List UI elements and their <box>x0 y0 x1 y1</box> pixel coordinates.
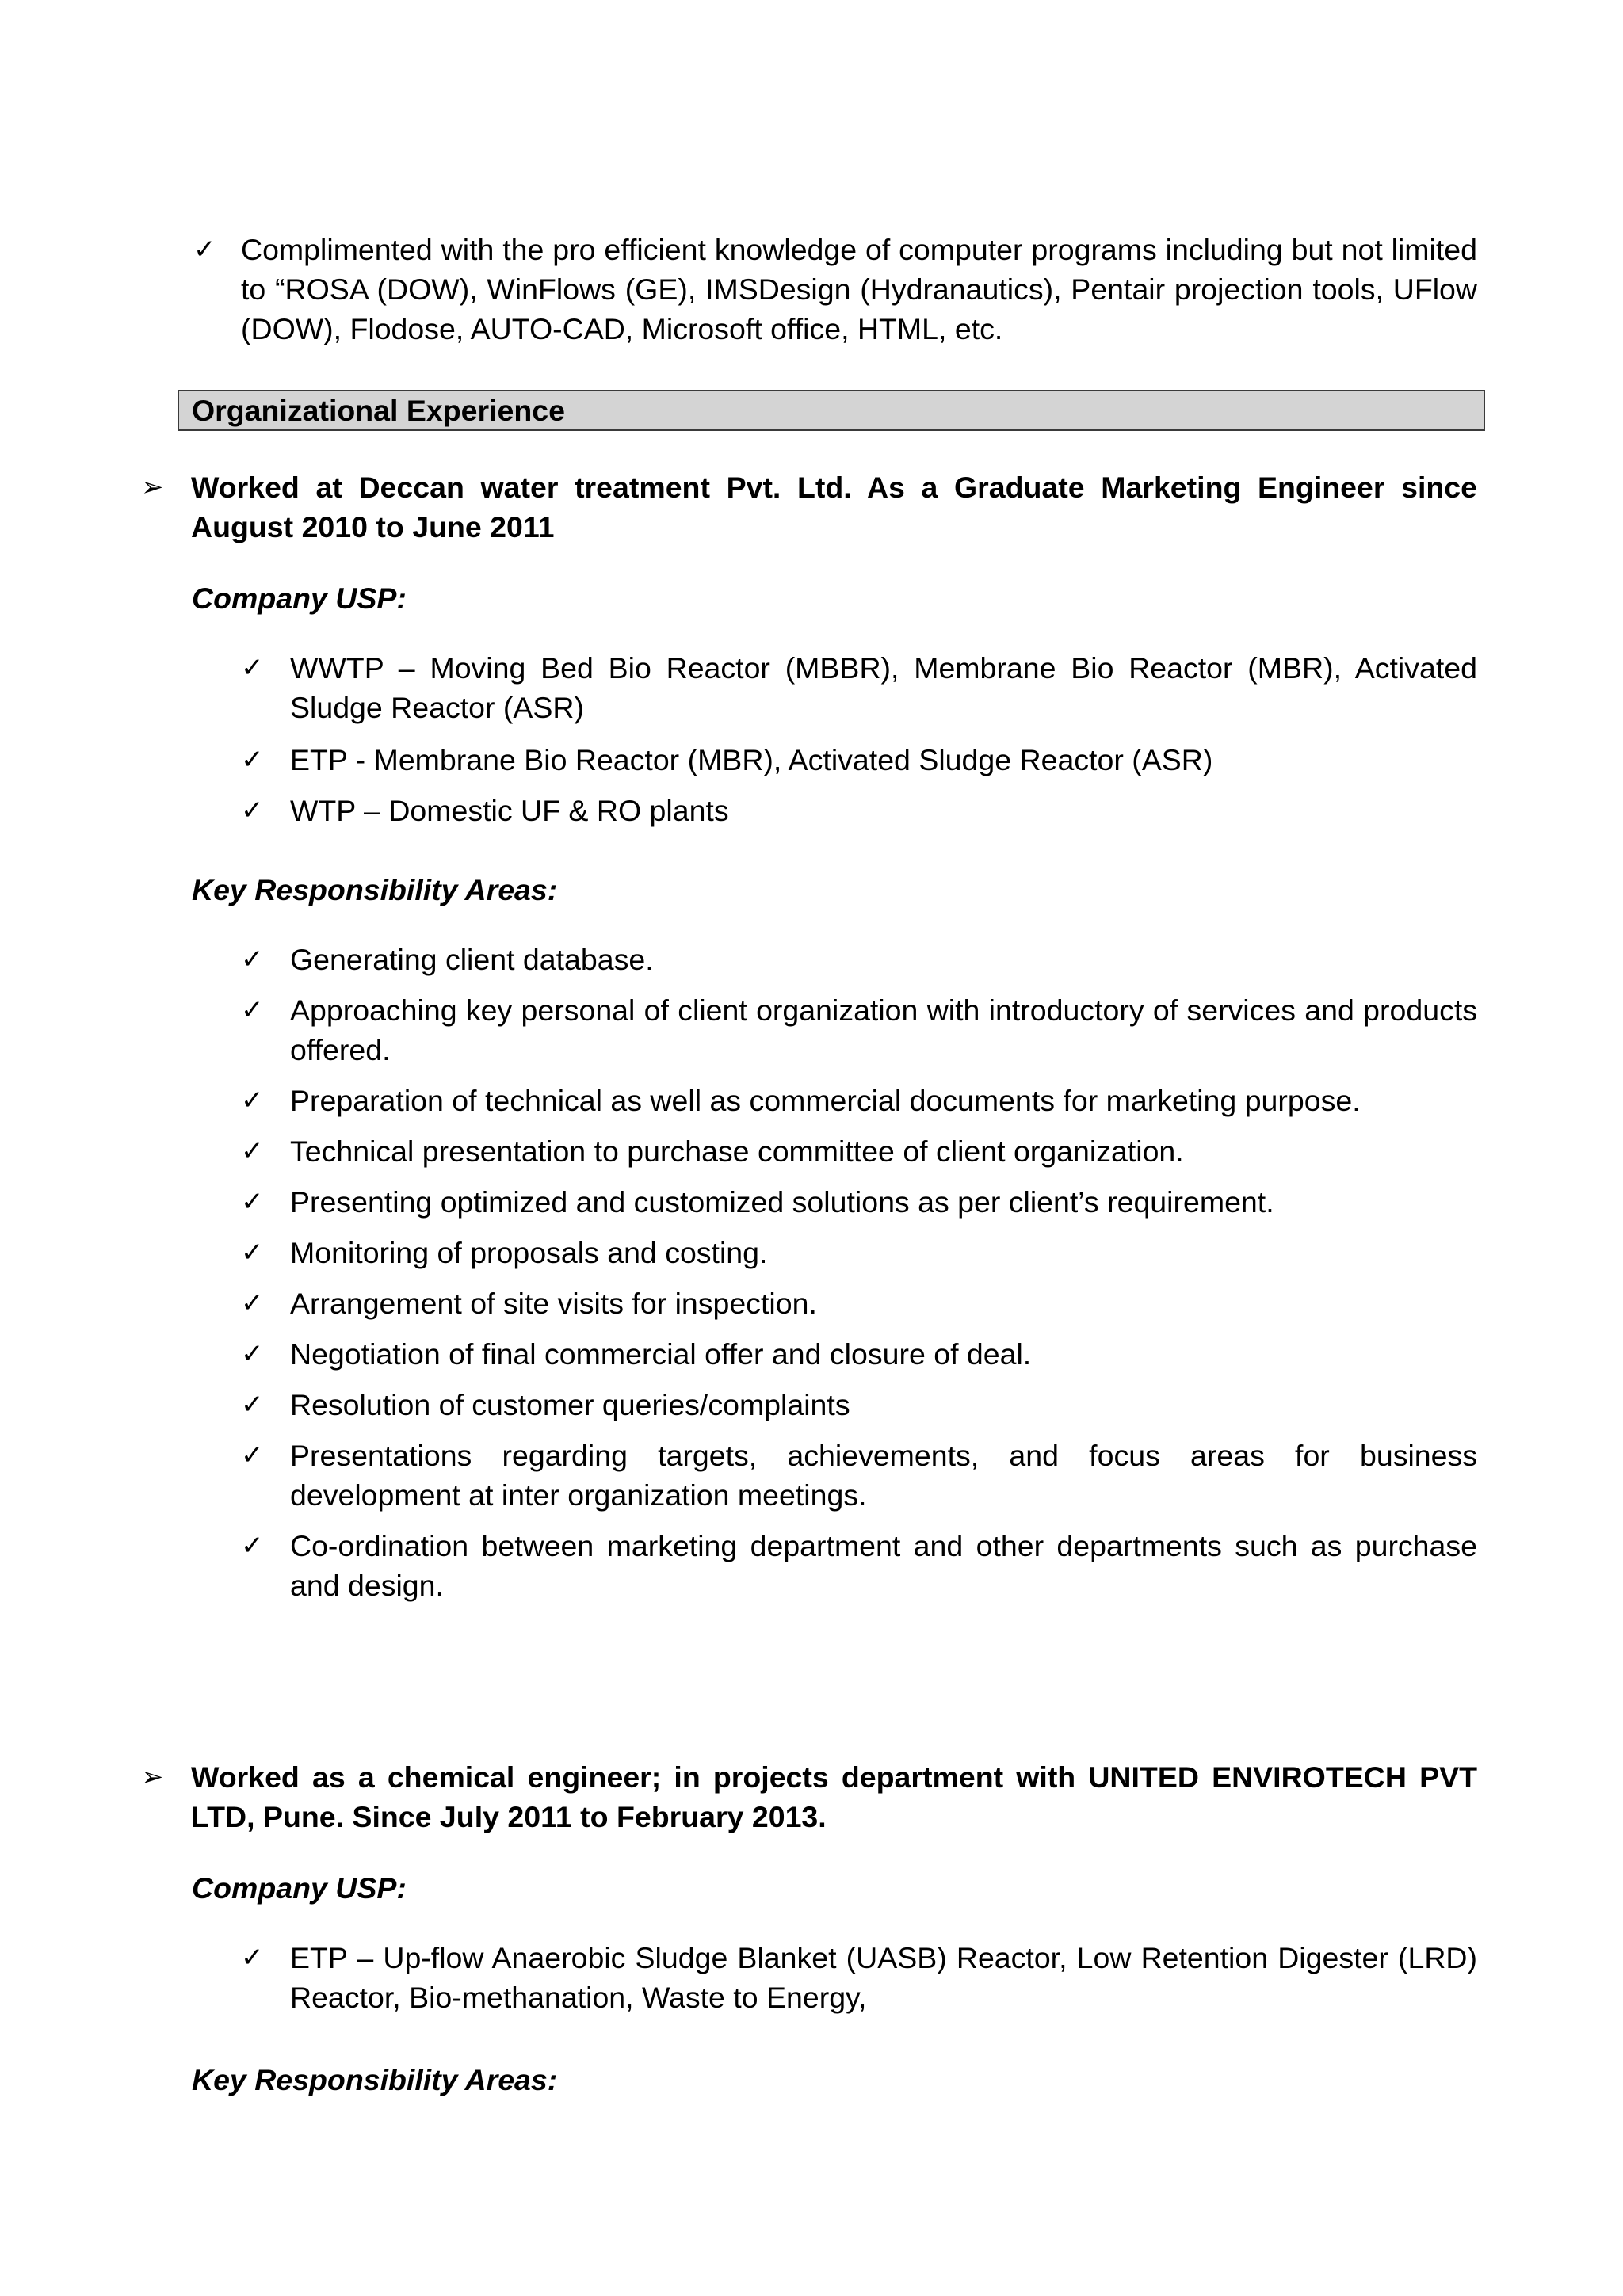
check-icon: ✓ <box>241 944 264 975</box>
check-icon: ✓ <box>241 1440 264 1471</box>
job1-usp-label: Company USP: <box>192 582 407 615</box>
job2-usp-item: ETP – Up-flow Anaerobic Sludge Blanket (UASB) Reactor, Low Retention Digester (LRD) Reactor, Bio-methanation, Waste to Energy, <box>290 1941 1477 2014</box>
job1-kra-item: Co-ordination between marketing department and other departments such as purchase and design. <box>290 1529 1477 1602</box>
check-icon: ✓ <box>241 1135 264 1167</box>
job1-heading: Worked at Deccan water treatment Pvt. Ltd. As a Graduate Marketing Engineer since August 2010 to June 2011 <box>191 471 1477 543</box>
check-icon: ✓ <box>241 795 264 826</box>
check-icon: ✓ <box>193 234 216 265</box>
section-title: Organizational Experience <box>192 394 565 427</box>
job1-kra-label: Key Responsibility Areas: <box>192 873 558 906</box>
check-icon: ✓ <box>241 1530 264 1562</box>
job1-usp-item: WWTP – Moving Bed Bio Reactor (MBBR), Membrane Bio Reactor (MBR), Activated Sludge Reactor (ASR) <box>290 651 1477 724</box>
job1-kra-item: Monitoring of proposals and costing. <box>290 1236 768 1269</box>
job2-usp-label: Company USP: <box>192 1871 407 1905</box>
job2-heading: Worked as a chemical engineer; in projects department with UNITED ENVIROTECH PVT LTD, Pune. Since July 2011 to February 2013. <box>191 1760 1477 1833</box>
job1-kra-item: Generating client database. <box>290 943 654 976</box>
job1-kra-item: Presenting optimized and customized solutions as per client’s requirement. <box>290 1185 1274 1219</box>
job1-kra-item: Negotiation of final commercial offer and closure of deal. <box>290 1337 1032 1371</box>
job1-kra-item: Presentations regarding targets, achievements, and focus areas for business development at inter organization meetings. <box>290 1439 1477 1512</box>
check-icon: ✓ <box>241 652 264 684</box>
check-icon: ✓ <box>241 744 264 776</box>
job1-usp-item: WTP – Domestic UF & RO plants <box>290 794 729 827</box>
job1-kra-item: Approaching key personal of client organization with introductory of services and products offered. <box>290 994 1477 1066</box>
check-icon: ✓ <box>241 1287 264 1319</box>
check-icon: ✓ <box>241 1085 264 1116</box>
check-icon: ✓ <box>241 1186 264 1218</box>
check-icon: ✓ <box>241 1338 264 1370</box>
check-icon: ✓ <box>241 1389 264 1421</box>
section-header-bar <box>178 390 1485 431</box>
job1-kra-item: Resolution of customer queries/complaints <box>290 1388 850 1421</box>
job2-kra-label: Key Responsibility Areas: <box>192 2063 558 2096</box>
intro-paragraph: Complimented with the pro efficient knowledge of computer programs including but not limited to “ROSA (DOW), WinFlows (GE), IMSDesign (Hydranautics), Pentair projection tools, UFlow (DOW), Flodose, AUTO-CAD, Microsoft office, HTML, etc. <box>241 233 1477 345</box>
arrow-bullet-icon: ➢ <box>141 1761 164 1793</box>
job1-usp-item: ETP - Membrane Bio Reactor (MBR), Activated Sludge Reactor (ASR) <box>290 743 1213 776</box>
check-icon: ✓ <box>241 1237 264 1268</box>
job1-kra-item: Arrangement of site visits for inspection. <box>290 1287 817 1320</box>
job1-kra-item: Technical presentation to purchase committee of client organization. <box>290 1135 1184 1168</box>
check-icon: ✓ <box>241 994 264 1026</box>
job1-kra-item: Preparation of technical as well as commercial documents for marketing purpose. <box>290 1084 1361 1117</box>
check-icon: ✓ <box>241 1942 264 1974</box>
arrow-bullet-icon: ➢ <box>141 471 164 503</box>
